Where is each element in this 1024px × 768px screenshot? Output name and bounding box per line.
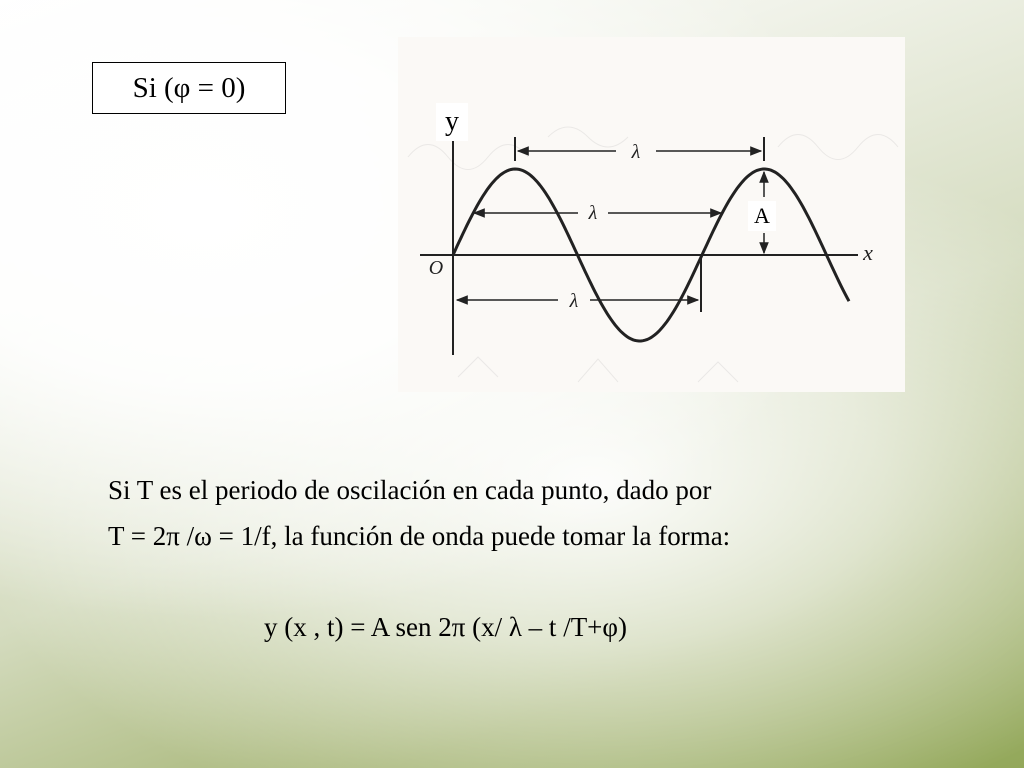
wavelength-label-top: λ (631, 141, 641, 163)
y-axis-label: y (445, 106, 459, 137)
origin-label: O (428, 257, 444, 279)
wave-figure (398, 37, 905, 392)
wavelength-label-middle: λ (588, 202, 598, 224)
y-axis-label-box (436, 103, 468, 141)
x-axis-label: x (863, 240, 873, 265)
period-description-line2: T = 2π /ω = 1/f, la función de onda puede tomar la forma: (108, 521, 731, 551)
wavelength-label-bottom: λ (569, 290, 579, 312)
period-description-line1: Si T es el periodo de oscilación en cada punto, dado por (108, 475, 712, 505)
amplitude-label-box (748, 201, 776, 231)
condition-box (92, 62, 286, 114)
amplitude-label: A (754, 203, 770, 228)
wave-diagram (398, 37, 905, 392)
wave-function-formula: y (x , t) = A sen 2π (x/ λ – t /T+φ) (264, 612, 627, 642)
condition-label: Si (φ = 0) (132, 71, 246, 104)
